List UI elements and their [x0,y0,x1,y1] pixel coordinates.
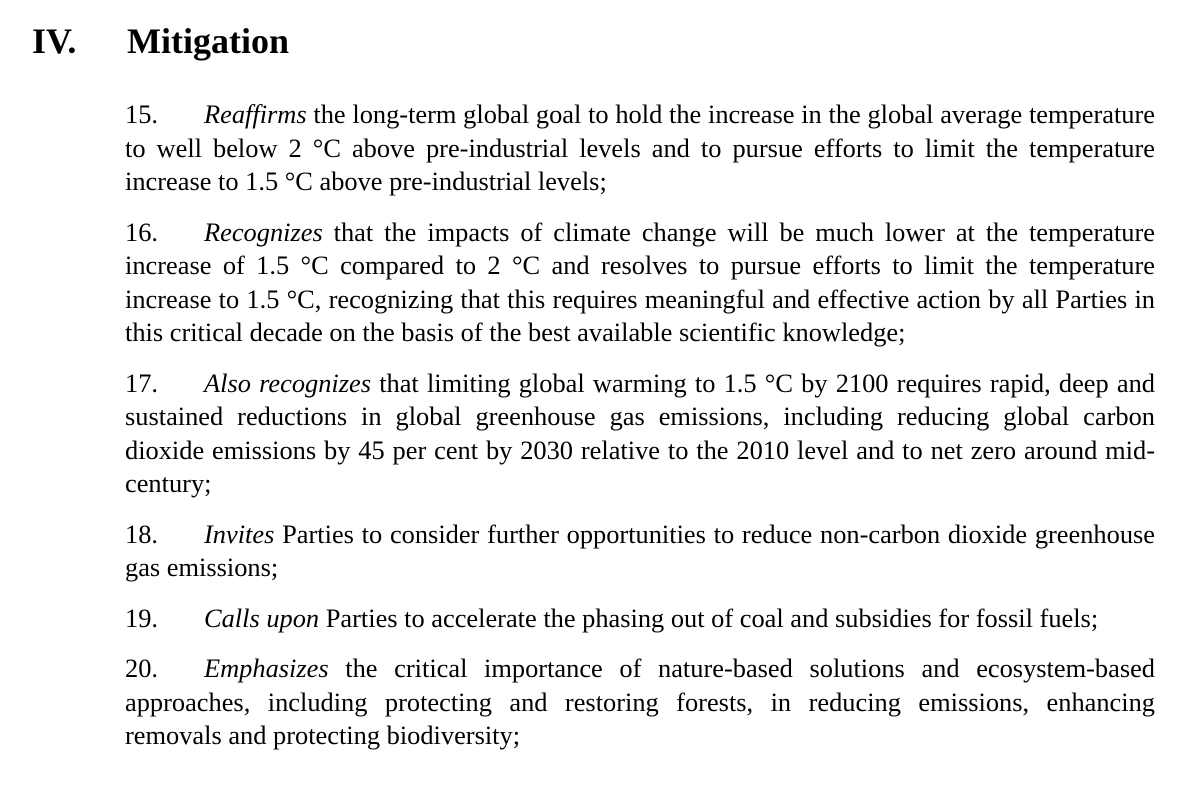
paragraph-17 [125,367,1155,501]
paragraph-verb: Invites [204,518,275,549]
paragraph-verb: Emphasizes [204,653,329,683]
paragraph-number: 18. [125,518,158,549]
paragraph-list [125,98,1155,770]
section-title: Mitigation [127,21,289,61]
section-heading [32,17,289,65]
paragraph-18 [125,518,1155,585]
paragraph-text: Parties to consider further opportunities to reduce non-carbon dioxide greenhouse gas emissions; [125,518,1155,582]
paragraph-number: 19. [125,602,158,633]
paragraph-19 [125,602,1155,636]
paragraph-number: 17. [125,367,158,398]
paragraph-text: the long-term global goal to hold the increase in the global average temperature to well below 2 °C above pre-industrial levels and to pursue efforts to limit the temperature increase to 1.5 °C above pre-industrial levels; [125,99,1155,196]
paragraph-text: the critical importance of nature-based solutions and ecosystem-based approaches, including protecting and restoring forests, in reducing emissions, enhancing removals and protecting biodiversity; [125,653,1155,750]
paragraph-number: 20. [125,653,158,683]
paragraph-16 [125,216,1155,350]
paragraph-text: that the impacts of climate change will be much lower at the temperature increase of 1.5 °C compared to 2 °C and resolves to pursue efforts to limit the temperature increase to 1.5 °C, recognizing that this requires meaningful and effective action by all Parties in this critical decade on the basis of the best available scientific knowledge; [125,216,1155,347]
section-number: IV. [32,21,77,61]
paragraph-number: 15. [125,99,158,129]
paragraph-text: Parties to accelerate the phasing out of coal and subsidies for fossil fuels; [319,602,1099,633]
paragraph-verb: Also recognizes [204,367,371,398]
paragraph-text: that limiting global warming to 1.5 °C by 2100 requires rapid, deep and sustained reductions in global greenhouse gas emissions, including reducing global carbon dioxide emissions by 45 per cent by 2030 relative to the 2010 level and to net zero around mid-century; [125,367,1155,498]
paragraph-verb: Calls upon [204,602,320,633]
paragraph-number: 16. [125,216,158,247]
paragraph-verb: Reaffirms [204,99,307,129]
paragraph-verb: Recognizes [204,216,323,247]
paragraph-15 [125,98,1155,199]
paragraph-20 [125,652,1155,753]
